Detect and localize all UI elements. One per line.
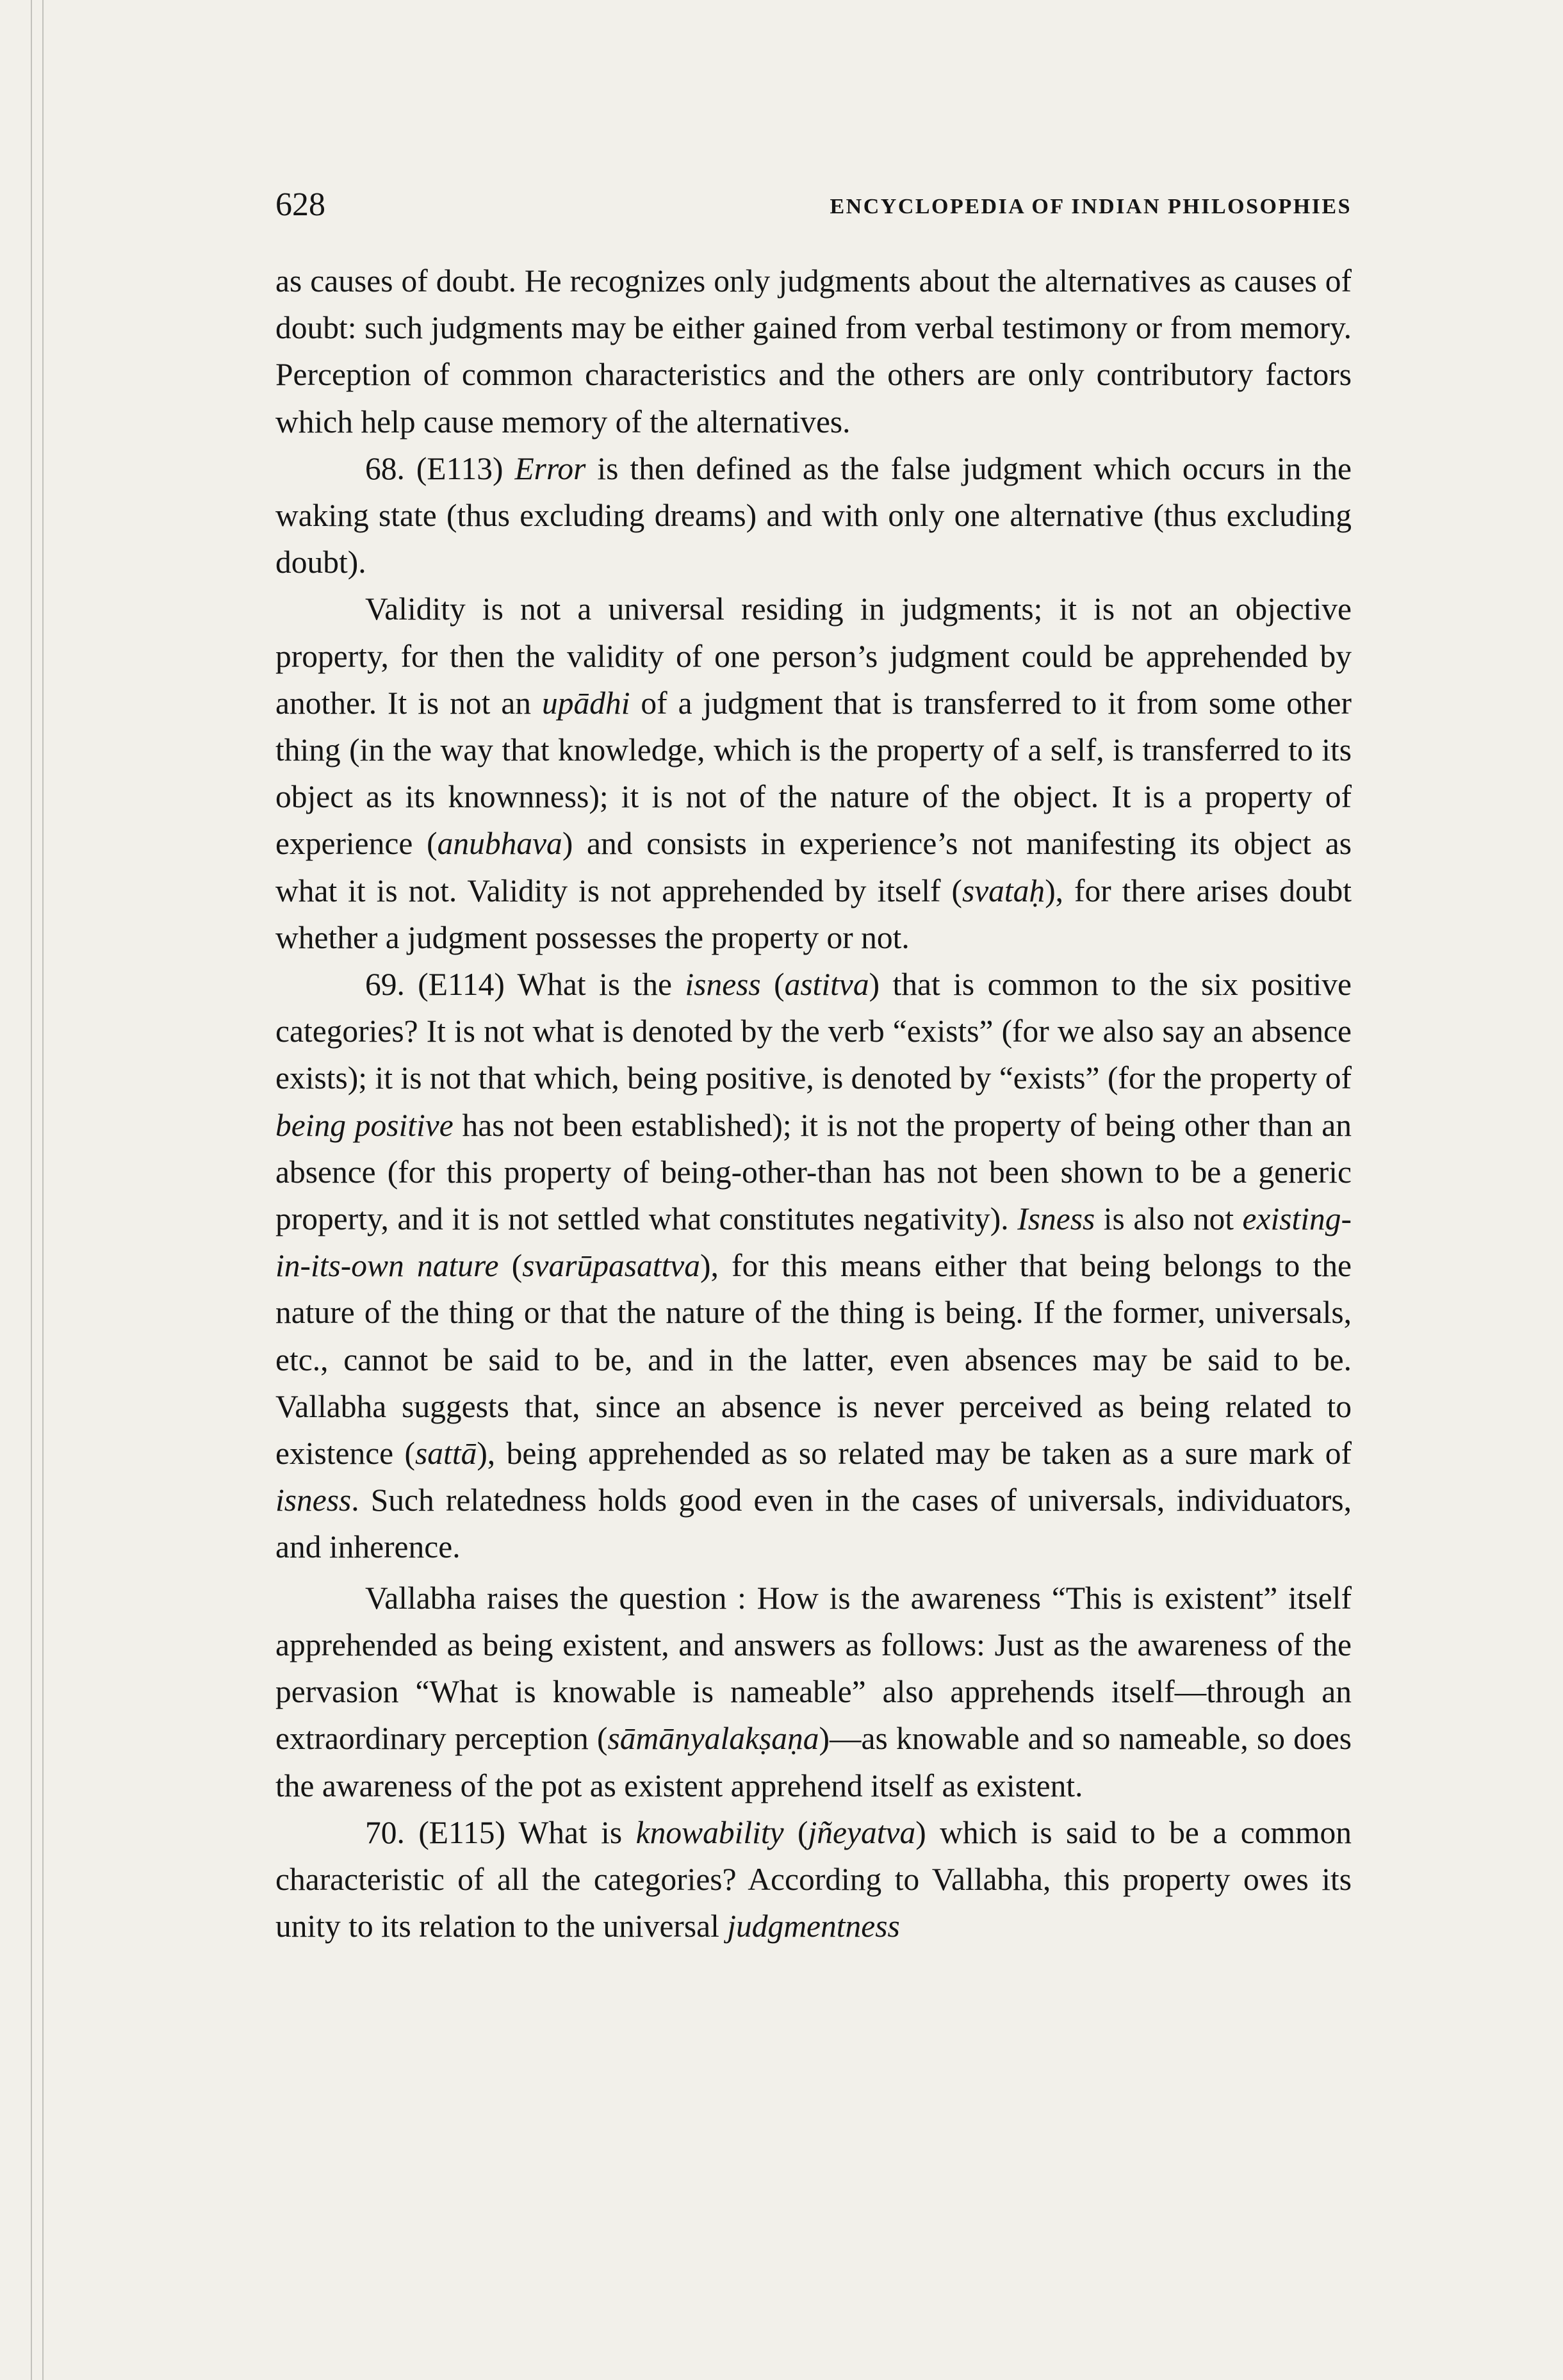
text-run: ) and consists in experience’s not manifesting its object as what it is not. Validity is not apprehended by itself ( [275,826,1352,908]
text-run: ( [783,1814,808,1850]
text-run: Validity is not a universal residing in judgments; it is not an objective property, for then the validity of one person’s judgment could be apprehended by another. It is not an [275,591,1352,721]
text-run: ), being apprehended as so related may be taken as a sure mark of [477,1436,1352,1472]
text-run: Vallabha raises the question : How is the awareness “This is existent” itself apprehended as being existent, and answers as follows: Just as the awareness of the pervasion “What is knowable is nameable” also apprehends itself—through an extraordinary perception ( [275,1580,1352,1757]
italic-term: jñeyatva [808,1814,916,1850]
italic-term: sāmānyalakṣaṇa [607,1721,819,1757]
paragraph-vallabha-question [275,1575,1352,1809]
page-number: 628 [275,186,325,223]
italic-term: svarūpasattva [522,1248,700,1284]
body-text [275,258,1352,1949]
text-run: is then defined as the false judgment which occurs in the waking state (thus excluding dreams) and with only one alternative (thus excluding doubt). [275,450,1352,580]
italic-term: knowability [635,1814,784,1850]
italic-term: svataḥ [962,873,1045,908]
running-head-title: ENCYCLOPEDIA OF INDIAN PHILOSOPHIES [830,195,1352,218]
scan-edge-line-inner [42,0,44,2380]
text-run: ), for there arises doubt whether a judgment possesses the property or not. [275,873,1352,955]
text-run: ( [498,1248,523,1284]
paragraph-continuation [275,258,1352,445]
text-run: of a judgment that is transferred to it from some other thing (in the way that knowledge, which is the property of a self, is transferred to its object as its knownness); it is not of the nature of the object. It is a property of experience ( [275,685,1352,862]
text-run: ) which is said to be a common characteristic of all the categories? According to Vallabha, this property owes its unity to its relation to the universal [275,1814,1352,1944]
scan-edge-line-outer [31,0,32,2380]
text-run: ), for this means either that being belongs to the nature of the thing or that the nature of the thing is being. If the former, universals, etc., cannot be said to be, and in the latter, even absences may be said to be. Vallabha suggests that, since an absence is never perceived as being related to existence ( [275,1248,1352,1472]
paragraph-68 [275,445,1352,586]
text-run: . Such relatedness holds good even in the cases of universals, individuators, and inherence. [275,1482,1352,1565]
italic-term: being positive [275,1107,454,1143]
italic-term: existing-in-its-own nature [275,1201,1352,1284]
running-head [275,186,1352,231]
italic-term: isness [275,1482,352,1518]
paragraph-validity [275,586,1352,961]
text-run: has not been established); it is not the property of being other than an absence (for this property of being-other-than has not been shown to be a generic property, and it is not settled what constitutes negativity). [275,1107,1352,1237]
text-run: ( [760,967,785,1003]
italic-term: judgmentness [727,1908,900,1944]
text-run: is also not [1095,1201,1243,1237]
italic-term: astitva [784,967,869,1003]
text-run: )—as knowable and so nameable, so does the awareness of the pot as existent apprehend itself as existent. [275,1721,1352,1803]
text-run: 70. (E115) What is [365,1814,636,1850]
italic-term: Error [514,450,586,486]
text-run: ) that is common to the six positive categories? It is not what is denoted by the verb “exists” (for we also say an absence exists); it is not that which, being positive, is denoted by “exists” (for the property of [275,967,1352,1096]
italic-term: upādhi [541,685,630,721]
italic-term: isness [685,967,761,1003]
text-run: 69. (E114) What is the [365,967,685,1003]
italic-term: sattā [415,1436,477,1472]
text-run: as causes of doubt. He recognizes only judgments about the alternatives as causes of doubt: such judgments may be either gained from verbal testimony or from memory. Perception of common characteristics and the others are only contributory factors which help cause memory of the alternatives. [275,263,1352,439]
text-run: 68. (E113) [365,450,515,486]
italic-term: Isness [1017,1201,1095,1237]
paragraph-70 [275,1809,1352,1950]
paragraph-69 [275,961,1352,1571]
italic-term: anubhava [437,826,562,862]
